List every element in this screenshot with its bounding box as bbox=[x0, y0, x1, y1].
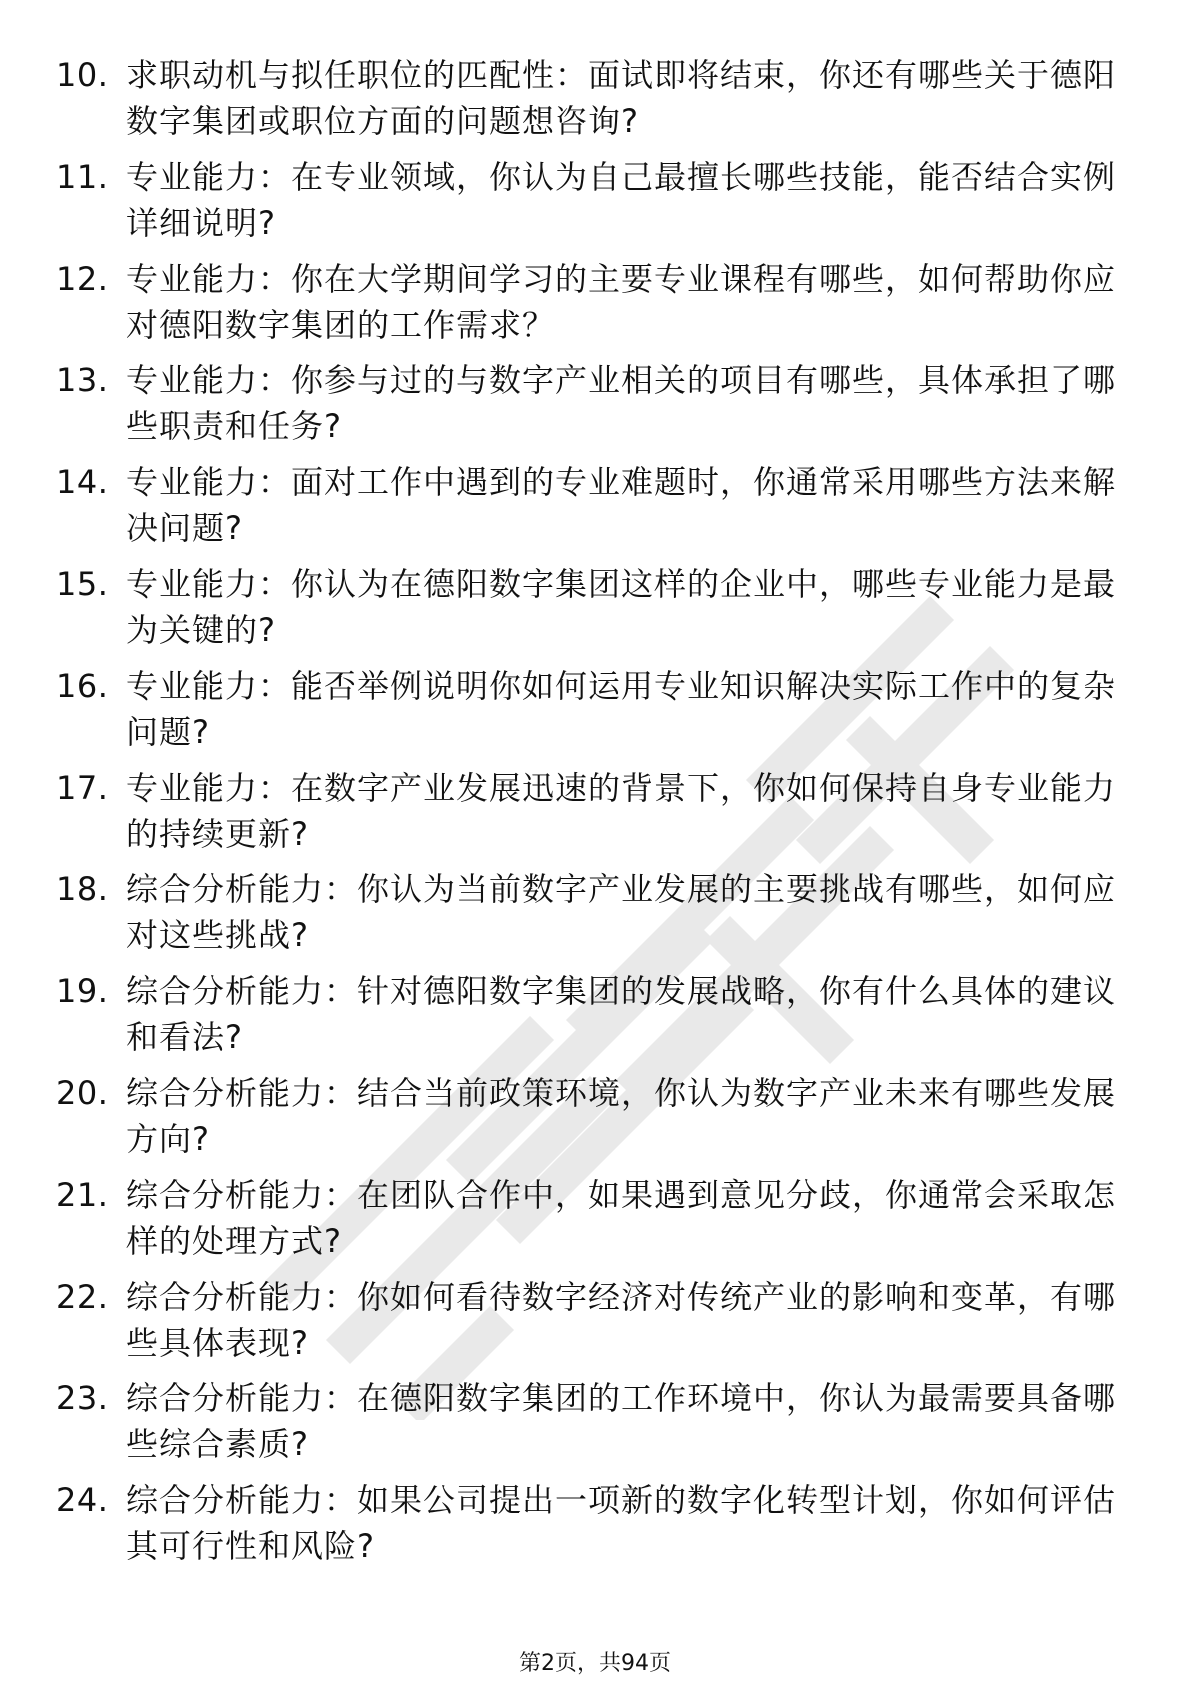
list-item bbox=[0, 154, 1190, 256]
question-text: 综合分析能力：结合当前政策环境，你认为数字产业未来有哪些发展方向? bbox=[126, 1073, 1117, 1158]
list-item bbox=[0, 52, 1190, 154]
question-number: 23. bbox=[56, 1379, 109, 1418]
list-item bbox=[0, 1375, 1190, 1477]
question-number: 22. bbox=[56, 1277, 109, 1316]
page-footer: 第2页，共94页 bbox=[519, 1651, 671, 1676]
question-number: 17. bbox=[56, 768, 109, 807]
question-text: 专业能力：在数字产业发展迅速的背景下，你如何保持自身专业能力的持续更新? bbox=[126, 768, 1117, 853]
list-item bbox=[0, 1070, 1190, 1172]
list-item bbox=[0, 1477, 1190, 1579]
list-item bbox=[0, 765, 1190, 867]
list-item bbox=[0, 459, 1190, 561]
question-text: 专业能力：你在大学期间学习的主要专业课程有哪些，如何帮助你应对德阳数字集团的工作需求？ bbox=[126, 259, 1117, 344]
question-number: 20. bbox=[56, 1073, 109, 1112]
list-item bbox=[0, 663, 1190, 765]
list-item bbox=[0, 1172, 1190, 1274]
question-text: 专业能力：面对工作中遇到的专业难题时，你通常采用哪些方法来解决问题? bbox=[126, 463, 1117, 548]
question-number: 13. bbox=[56, 361, 109, 400]
question-number: 19. bbox=[56, 972, 109, 1011]
question-text: 综合分析能力：针对德阳数字集团的发展战略，你有什么具体的建议和看法? bbox=[126, 972, 1117, 1057]
question-text: 综合分析能力：你认为当前数字产业发展的主要挑战有哪些，如何应对这些挑战? bbox=[126, 870, 1117, 955]
question-number: 15. bbox=[56, 564, 109, 603]
question-number: 21. bbox=[56, 1175, 109, 1214]
question-list bbox=[0, 52, 1190, 1579]
list-item bbox=[0, 866, 1190, 968]
question-number: 12. bbox=[56, 259, 109, 298]
question-text: 综合分析能力：在德阳数字集团的工作环境中，你认为最需要具备哪些综合素质? bbox=[126, 1379, 1117, 1464]
list-item bbox=[0, 1274, 1190, 1376]
question-text: 求职动机与拟任职位的匹配性：面试即将结束，你还有哪些关于德阳数字集团或职位方面的问题想咨询? bbox=[126, 56, 1117, 140]
question-number: 14. bbox=[56, 463, 109, 502]
question-text: 专业能力：能否举例说明你如何运用专业知识解决实际工作中的复杂问题? bbox=[126, 666, 1117, 751]
question-number: 11. bbox=[56, 157, 109, 196]
question-number: 10. bbox=[56, 56, 109, 94]
question-text: 专业能力：在专业领域，你认为自己最擅长哪些技能，能否结合实例详细说明? bbox=[126, 157, 1117, 242]
question-text: 综合分析能力：在团队合作中，如果遇到意见分歧，你通常会采取怎样的处理方式? bbox=[126, 1175, 1117, 1260]
question-number: 18. bbox=[56, 870, 109, 909]
list-item bbox=[0, 357, 1190, 459]
list-item bbox=[0, 968, 1190, 1070]
question-text: 专业能力：你参与过的与数字产业相关的项目有哪些，具体承担了哪些职责和任务? bbox=[126, 361, 1117, 446]
list-item bbox=[0, 561, 1190, 663]
question-text: 综合分析能力：如果公司提出一项新的数字化转型计划，你如何评估其可行性和风险? bbox=[126, 1481, 1117, 1566]
list-item bbox=[0, 256, 1190, 358]
question-text: 综合分析能力：你如何看待数字经济对传统产业的影响和变革，有哪些具体表现? bbox=[126, 1277, 1117, 1362]
question-text: 专业能力：你认为在德阳数字集团这样的企业中，哪些专业能力是最为关键的? bbox=[126, 564, 1117, 649]
question-number: 24. bbox=[56, 1481, 109, 1520]
question-number: 16. bbox=[56, 666, 109, 705]
